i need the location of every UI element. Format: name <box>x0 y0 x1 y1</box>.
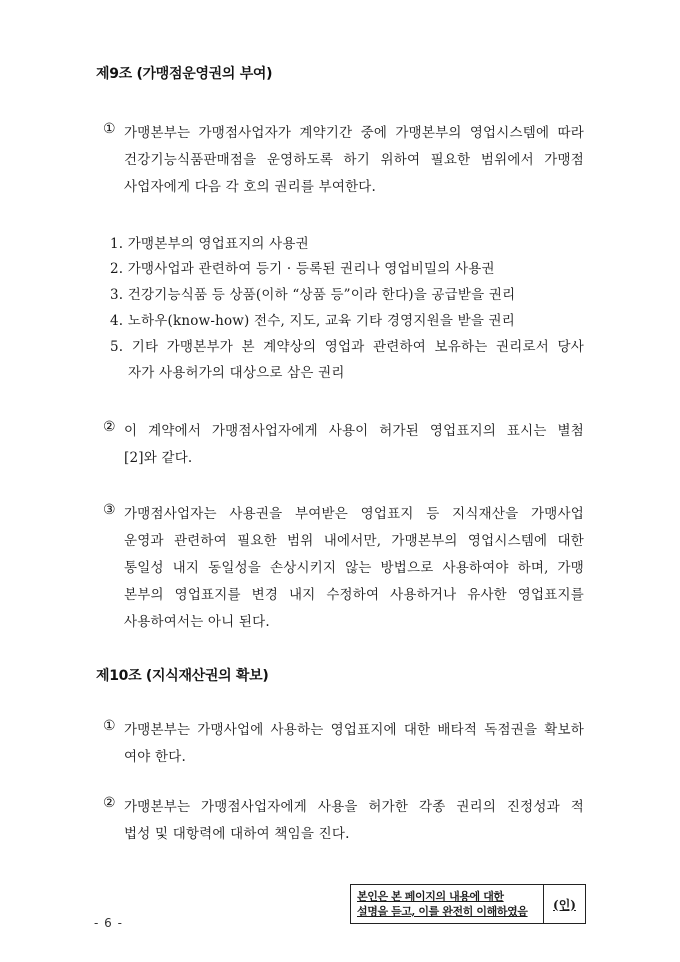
paragraph-line: 법성 및 대항력에 대하여 책임을 진다. <box>124 826 350 842</box>
page-number: - 6 - <box>94 916 123 930</box>
paragraph-line: 사용하여서는 아니 된다. <box>124 614 270 630</box>
list-item: 2. 가맹사업과 관련하여 등기 · 등록된 권리나 영업비밀의 사용권 <box>110 261 495 277</box>
paragraph-marker: ③ <box>103 502 116 518</box>
paragraph-line: 건강기능식품판매점을 운영하도록 하기 위하여 필요한 범위에서 가맹점 <box>124 152 584 168</box>
paragraph-line: 통일성 내지 동일성을 손상시키지 않는 방법으로 사용하여야 하며, 가맹 <box>124 560 584 576</box>
signature-seal-field[interactable]: (인) <box>553 897 576 912</box>
list-item: 3. 건강기능식품 등 상품(이하 “상품 등”이라 한다)을 공급받을 권리 <box>110 287 516 303</box>
confirmation-statement <box>351 885 544 923</box>
paragraph-line: 가맹본부는 가맹점사업자에게 사용을 허가한 각종 권리의 진정성과 적 <box>124 799 584 815</box>
paragraph-marker: ① <box>103 121 116 137</box>
paragraph-line: 가맹본부는 가맹점사업자가 계약기간 중에 가맹본부의 영업시스템에 따라 <box>124 125 584 141</box>
confirmation-box <box>350 884 586 924</box>
paragraph-line: 가맹본부는 가맹사업에 사용하는 영업표지에 대한 배타적 독점권을 확보하 <box>124 722 584 738</box>
paragraph-line: 운영과 관련하여 필요한 범위 내에서만, 가맹본부의 영업시스템에 대한 <box>124 533 584 549</box>
list-item: 1. 가맹본부의 영업표지의 사용권 <box>110 236 309 252</box>
list-item: 4. 노하우(know-how) 전수, 지도, 교육 기타 경영지원을 받을 권리 <box>110 313 516 329</box>
paragraph-line: 본부의 영업표지를 변경 내지 수정하여 사용하거나 유사한 영업표지를 <box>124 587 584 603</box>
article-9-title: 제9조 (가맹점운영권의 부여) <box>96 66 273 82</box>
paragraph-line: [2]와 같다. <box>124 450 193 466</box>
article-10-title: 제10조 (지식재산권의 확보) <box>96 668 269 684</box>
paragraph-marker: ① <box>103 718 116 734</box>
paragraph-marker: ② <box>103 795 116 811</box>
list-item-continuation: 자가 사용허가의 대상으로 삼은 권리 <box>128 365 345 381</box>
list-item: 5. 기타 가맹본부가 본 계약상의 영업과 관련하여 보유하는 권리로서 당사 <box>110 339 584 355</box>
confirmation-line: 본인은 본 페이지의 내용에 대한 <box>357 890 504 903</box>
paragraph-marker: ② <box>103 419 116 435</box>
paragraph-line: 이 계약에서 가맹점사업자에게 사용이 허가된 영업표지의 표시는 별첨 <box>124 423 584 439</box>
paragraph-line: 여야 한다. <box>124 749 186 765</box>
confirmation-line: 설명을 듣고, 이를 완전히 이해하였음 <box>357 905 528 918</box>
paragraph-line: 사업자에게 다음 각 호의 권리를 부여한다. <box>124 179 377 195</box>
paragraph-line: 가맹점사업자는 사용권을 부여받은 영업표지 등 지식재산을 가맹사업 <box>124 506 584 522</box>
